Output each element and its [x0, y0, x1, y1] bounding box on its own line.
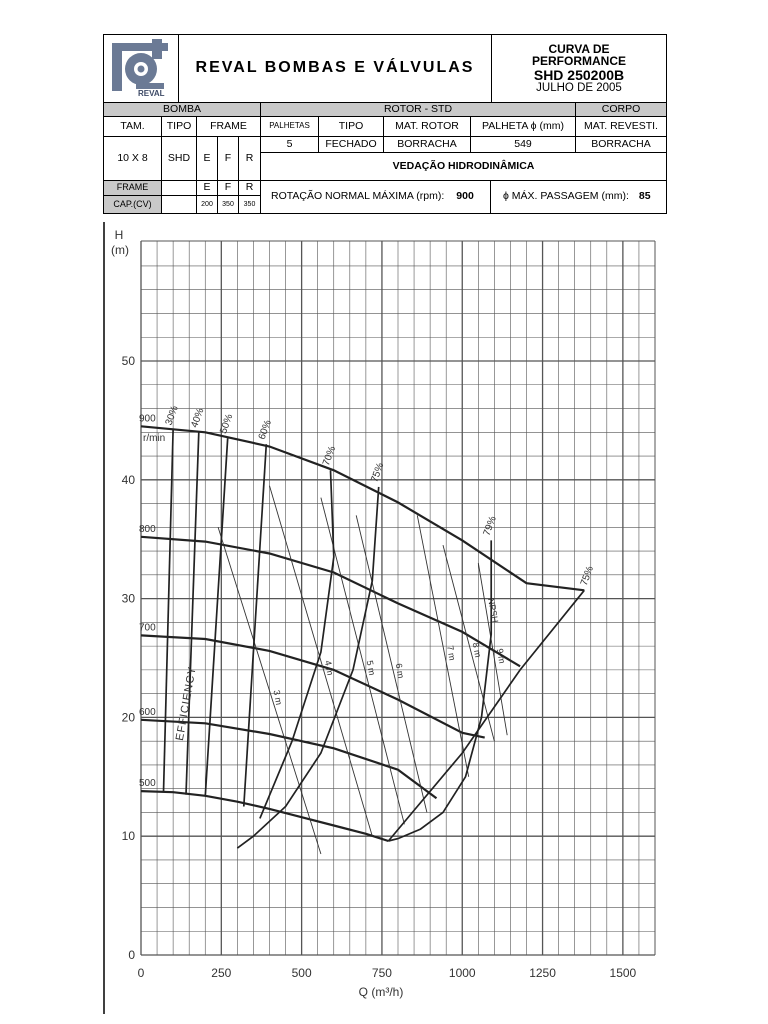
frame-f-value: F	[218, 137, 239, 181]
frame-row-f: F	[218, 181, 239, 196]
cap-row-label: CAP.(CV)	[104, 196, 162, 213]
npsh-label: 4 m	[322, 659, 336, 677]
efficiency-curve	[205, 438, 227, 796]
palhetas-heading: PALHETAS	[261, 117, 319, 137]
corpo-section-label: CORPO	[576, 103, 666, 117]
speed-label-700: 700	[139, 622, 156, 634]
efficiency-label: 40%	[189, 406, 207, 430]
efficiency-label: 75%	[369, 461, 387, 484]
frame-row-label: FRAME	[104, 181, 162, 196]
tam-heading: TAM.	[104, 117, 162, 137]
curve-title-line-1: CURVA DE	[548, 41, 610, 56]
efficiency-curve	[388, 590, 584, 841]
rotacao-label: ROTAÇÃO NORMAL MÁXIMA (rpm):	[271, 190, 445, 203]
mat-rotor-value: BORRACHA	[384, 137, 471, 153]
npsh-label: 8 m	[470, 641, 484, 659]
rotor-tipo-heading: TIPO	[319, 117, 384, 137]
npsh-label: 5 m	[364, 659, 378, 677]
y-axis-label-h: H	[114, 228, 124, 242]
y-axis-label-unit: (m)	[111, 243, 129, 257]
frame-heading: FRAME	[197, 117, 261, 137]
vedacao-text: VEDAÇÃO HIDRODINÂMICA	[261, 153, 666, 181]
y-tick-label: 0	[128, 948, 135, 962]
cap-r-value: 350	[239, 196, 261, 213]
npsh-label: 6 m	[393, 662, 407, 680]
speed-unit-label: r/min	[143, 433, 166, 444]
npsh-title-label: NPSH	[485, 597, 501, 624]
rotor-section-label: ROTOR - STD	[261, 103, 576, 117]
cap-f-value: 350	[218, 196, 239, 213]
curve-title-line-2: PERFORMANCE	[531, 54, 626, 69]
tipo-value: SHD	[162, 137, 197, 181]
y-tick-label: 10	[121, 829, 135, 844]
mat-revesti-value: BORRACHA	[576, 137, 666, 153]
x-tick-label: 750	[371, 966, 392, 980]
company-name: REVAL BOMBAS E VÁLVULAS	[179, 35, 492, 103]
speed-label-500: 500	[139, 778, 156, 790]
x-axis-label: Q (m³/h)	[358, 985, 404, 999]
y-tick-label: 50	[121, 354, 135, 368]
efficiency-curve	[260, 470, 334, 818]
efficiency-curve	[186, 432, 199, 794]
head-curve-800	[141, 537, 520, 667]
y-tick-label: 30	[121, 591, 135, 606]
x-tick-label: 250	[211, 966, 232, 980]
frame-row-r: R	[239, 181, 261, 196]
palhetas-value: 5	[261, 137, 319, 153]
frame-row-e: E	[197, 181, 218, 196]
logo-text: REVAL	[138, 89, 165, 98]
rotacao-value: 900	[456, 190, 474, 203]
x-tick-label: 1000	[448, 966, 476, 980]
efficiency-label: 30%	[163, 404, 181, 427]
efficiency-label: 79%	[481, 514, 499, 538]
speed-label-800: 800	[139, 523, 156, 535]
cap-e-value: 200	[197, 196, 218, 213]
x-tick-label: 500	[291, 966, 312, 980]
npsh-line	[270, 486, 373, 837]
y-tick-label: 40	[121, 472, 135, 487]
x-tick-label: 1250	[529, 966, 556, 980]
efficiency-title-label: EFFICIENCY	[173, 665, 199, 742]
npsh-label: 3 m	[271, 689, 284, 706]
rotor-tipo-value: FECHADO	[319, 137, 384, 153]
npsh-label: 7 m	[445, 644, 458, 662]
npsh-label: 9 m	[494, 647, 508, 665]
chart-curves	[141, 426, 584, 854]
efficiency-label: 50%	[218, 412, 236, 436]
speed-label-900: 900	[139, 413, 156, 425]
passagem-value: 85	[638, 190, 651, 203]
mat-rotor-heading: MAT. ROTOR	[384, 117, 471, 137]
tipo-heading: TIPO	[162, 117, 197, 137]
palheta-diameter-value: 549	[471, 137, 576, 153]
efficiency-curve	[244, 444, 266, 806]
mat-revesti-heading: MAT. REVESTI.	[576, 117, 666, 137]
curve-date: JULHO DE 2005	[536, 82, 622, 95]
x-tick-label: 0	[137, 966, 145, 980]
bomba-section-label: BOMBA	[104, 103, 261, 117]
efficiency-curve	[237, 487, 378, 848]
head-curve-500	[141, 791, 388, 841]
tam-value: 10 X 8	[104, 137, 162, 181]
frame-e-value: E	[197, 137, 218, 181]
y-tick-label: 20	[121, 710, 135, 725]
pump-model: SHD 250200B	[533, 66, 625, 83]
x-tick-label: 1500	[609, 966, 637, 980]
efficiency-curve	[388, 540, 491, 841]
head-curve-900	[141, 426, 584, 590]
npsh-line	[443, 545, 494, 741]
efficiency-label: 70%	[321, 444, 339, 468]
speed-label-600: 600	[139, 706, 156, 718]
efficiency-label: 60%	[256, 418, 274, 442]
passagem-label: ϕ MÁX. PASSAGEM (mm):	[503, 190, 629, 203]
palheta-diameter-heading: PALHETA ϕ (mm)	[471, 117, 576, 137]
frame-r-value: R	[239, 137, 261, 181]
efficiency-label: 75%	[578, 564, 596, 588]
efficiency-curve	[164, 430, 174, 792]
